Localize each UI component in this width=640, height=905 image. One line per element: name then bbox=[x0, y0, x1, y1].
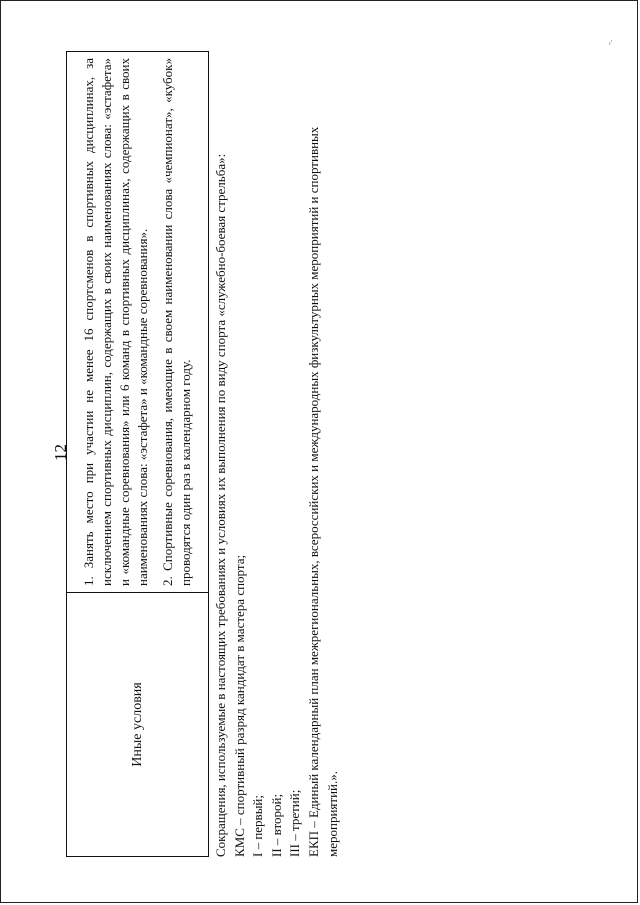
table-row bbox=[67, 52, 209, 857]
table-label-cell: Иные условия bbox=[67, 593, 209, 857]
condition-item-2: 2. Спортивные соревнования, имеющие в своем наименовании слова «чемпионат», «кубок» проводятся один раз в календарном году. bbox=[160, 58, 193, 586]
note-second: II – второй; bbox=[268, 793, 284, 857]
note-ekp: ЕКП – Единый календарный план межрегиональных, всероссийских и международных физкультурных мероприятий и спортивных мероприятий.». bbox=[305, 126, 340, 857]
table-content-cell bbox=[67, 52, 209, 593]
notes-intro: Сокращения, используемые в настоящих требованиях и условиях их выполнения по виду спорта «служебно-боевая стрельба»: bbox=[213, 153, 228, 857]
note-third: III – третий; bbox=[287, 789, 303, 857]
corner-mark: -. bbox=[604, 39, 614, 45]
condition-item-1: 1. Занять место при участии не менее 16 спортсменов в спортивных дисциплинах, за исключением спортивных дисциплин, содержащих в своих наименованиях слова: «эстафета» и «командные соревнования» или 6 команд в спортивных дисциплинах, содержащих в своих наименованиях слова: «эстафета» и «командные соревнования». bbox=[81, 58, 150, 586]
conditions-table bbox=[66, 51, 209, 857]
note-first: I – первый; bbox=[250, 795, 266, 857]
page-number: 12 bbox=[51, 444, 70, 461]
abbreviations-notes bbox=[212, 51, 342, 857]
note-kms: КМС – спортивный разряд кандидат в мастера спорта; bbox=[231, 554, 247, 857]
